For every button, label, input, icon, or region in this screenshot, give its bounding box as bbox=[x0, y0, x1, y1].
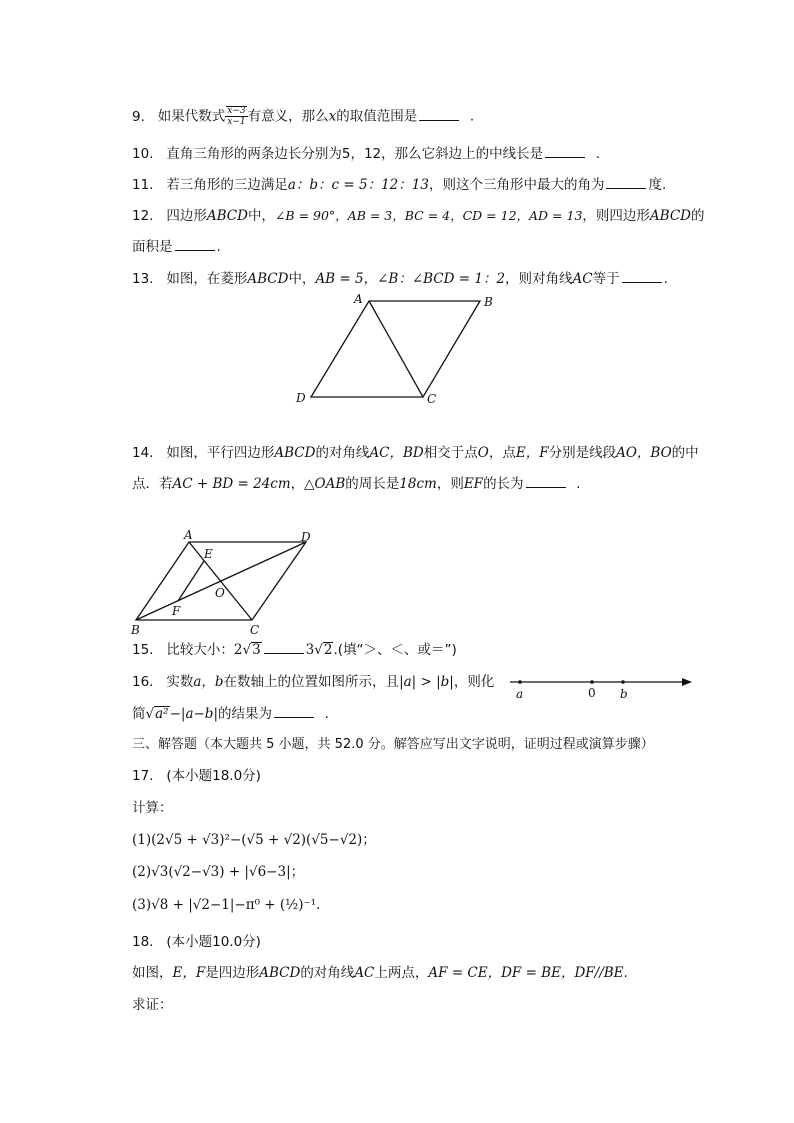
figure-name: ABCD bbox=[247, 271, 289, 287]
coefficient: 3 bbox=[305, 642, 315, 658]
question-text: ，点 bbox=[488, 445, 516, 461]
score-label: (本小题10.0分) bbox=[166, 934, 261, 950]
label-d: D bbox=[296, 391, 306, 405]
question-18-body bbox=[132, 963, 628, 983]
fraction bbox=[225, 106, 247, 127]
condition: AC + BD = 24cm bbox=[172, 476, 291, 492]
question-15: 15. 比较大小：2√3 3√2.(填“＞、＜、或＝”) bbox=[132, 642, 457, 658]
period: . bbox=[663, 271, 668, 287]
question-text: 在数轴上的位置如图所示，且 bbox=[223, 674, 400, 690]
segment-names: AC，BD bbox=[369, 445, 424, 461]
question-text: 的对角线 bbox=[300, 965, 355, 981]
part-3: (3)√8 + |√2−1|−π⁰ + (½)⁻¹. bbox=[132, 897, 321, 913]
question-text: ，则对角线 bbox=[505, 271, 573, 287]
answer-blank[interactable] bbox=[545, 144, 585, 158]
segment-name: EF bbox=[463, 476, 484, 492]
expression: −|a−b| bbox=[169, 706, 218, 722]
label-b: B bbox=[131, 623, 140, 637]
question-text: 如果代数式 bbox=[157, 108, 226, 125]
question-text: 度. bbox=[648, 177, 667, 193]
question-text: 等于 bbox=[592, 271, 620, 287]
part-1: (1)(2√5 + √3)²−(√5 + √2)(√5−√2)； bbox=[132, 832, 376, 848]
score-label: (本小题18.0分) bbox=[166, 768, 261, 784]
question-16-line2: 简√a²−|a−b|的结果为 . bbox=[132, 706, 329, 722]
question-text: 上两点， bbox=[374, 965, 429, 981]
label-a: a bbox=[516, 687, 524, 701]
period: . bbox=[623, 965, 628, 981]
question-number: 10. bbox=[132, 146, 154, 162]
question-text: 有意义，那么 bbox=[247, 108, 329, 125]
question-text: .(填“＞、＜、或＝”) bbox=[333, 642, 457, 658]
prove-label: 求证： bbox=[132, 997, 173, 1013]
question-14 bbox=[132, 443, 699, 463]
segment-name: AC bbox=[354, 965, 375, 981]
label-b: b bbox=[620, 687, 628, 701]
question-number: 9. bbox=[132, 108, 145, 125]
period: . bbox=[576, 476, 581, 492]
answer-blank[interactable] bbox=[606, 175, 646, 189]
question-text: 的取值范围是 bbox=[336, 108, 418, 125]
answer-blank[interactable] bbox=[419, 107, 459, 121]
question-text: 如图， bbox=[132, 965, 173, 981]
question-number: 16. bbox=[132, 674, 154, 690]
question-number: 17. bbox=[132, 768, 154, 784]
segment-names: AO，BO bbox=[616, 445, 672, 461]
question-text: 的长为 bbox=[483, 476, 524, 492]
radicand: a² bbox=[155, 706, 169, 722]
figure-name: ABCD bbox=[259, 965, 301, 981]
segment-name: AC bbox=[572, 271, 593, 287]
question-text: ， bbox=[290, 476, 305, 492]
question-12-line2 bbox=[132, 237, 221, 257]
conditions: AF = CE，DF = BE，DF//BE bbox=[428, 965, 624, 981]
point-b bbox=[621, 680, 625, 684]
label-a: A bbox=[184, 528, 193, 542]
parallelogram-figure bbox=[124, 526, 324, 638]
conditions: ∠B = 90°，AB = 3，BC = 4，CD = 12，AD = 13 bbox=[274, 208, 583, 223]
label-zero: 0 bbox=[588, 686, 596, 700]
condition: |a| > |b| bbox=[399, 674, 454, 690]
label-c: C bbox=[427, 392, 437, 406]
diagonal-bd bbox=[136, 542, 306, 620]
instruction: 计算： bbox=[132, 800, 173, 816]
question-16 bbox=[132, 672, 494, 692]
point-name: O bbox=[477, 445, 489, 461]
point-names: E，F bbox=[172, 965, 206, 981]
question-number: 14. bbox=[132, 445, 154, 461]
answer-blank[interactable] bbox=[175, 237, 215, 251]
question-text: 中， bbox=[288, 271, 316, 287]
question-text: ，则四边形 bbox=[582, 208, 650, 224]
question-text: 相交于点 bbox=[423, 445, 478, 461]
point-a bbox=[518, 680, 522, 684]
answer-blank[interactable] bbox=[526, 474, 566, 488]
point-names: E，F bbox=[515, 445, 549, 461]
radicand: x−3 bbox=[227, 106, 246, 116]
question-text: 比较大小： bbox=[166, 642, 234, 658]
condition: △OAB bbox=[304, 476, 346, 492]
question-text: 简 bbox=[132, 706, 146, 722]
question-text: 的周长是 bbox=[345, 476, 400, 492]
question-text: 的结果为 bbox=[218, 706, 272, 722]
label-c: C bbox=[250, 623, 260, 637]
answer-blank[interactable] bbox=[622, 269, 662, 283]
figure-name: ABCD bbox=[649, 208, 691, 224]
question-text: 若三角形的三边满足 bbox=[166, 177, 288, 193]
radicand: 3 bbox=[252, 642, 261, 658]
label-a: A bbox=[354, 292, 363, 306]
question-text: 如图，平行四边形 bbox=[166, 445, 275, 461]
question-number: 18. bbox=[132, 934, 154, 950]
question-9 bbox=[132, 106, 474, 127]
question-11 bbox=[132, 175, 666, 195]
question-text: 四边形 bbox=[166, 208, 207, 224]
question-text: 的对角线 bbox=[315, 445, 370, 461]
question-text: 面积是 bbox=[132, 239, 173, 255]
coefficient: 2 bbox=[233, 642, 243, 658]
label-f: F bbox=[172, 604, 181, 618]
question-text: 如图，在菱形 bbox=[166, 271, 248, 287]
label-o: O bbox=[215, 586, 225, 600]
figure-name: ABCD bbox=[206, 208, 248, 224]
period: . bbox=[595, 146, 601, 162]
figure-name: ABCD bbox=[274, 445, 316, 461]
radicand: 2 bbox=[323, 642, 333, 658]
question-number: 11. bbox=[132, 177, 154, 193]
period: . bbox=[469, 108, 475, 125]
part-2: (2)√3(√2−√3) + |√6−3|； bbox=[132, 864, 305, 880]
diagonal-ac bbox=[369, 301, 423, 397]
question-text: 分别是线段 bbox=[548, 445, 617, 461]
answer-blank[interactable] bbox=[274, 704, 314, 718]
question-18 bbox=[132, 932, 261, 952]
section-heading: 三、解答题（本大题共 5 小题，共 52.0 分。解答应写出文字说明，证明过程或演算步骤） bbox=[132, 737, 654, 752]
ratio: a：b：c = 5：12：13 bbox=[287, 177, 429, 193]
point-zero bbox=[590, 680, 594, 684]
period: . bbox=[324, 706, 329, 722]
variable: x bbox=[328, 108, 337, 125]
question-text: 是四边形 bbox=[205, 965, 260, 981]
label-b: B bbox=[484, 295, 493, 309]
condition: 18cm bbox=[399, 476, 437, 492]
question-text: 点．若 bbox=[132, 476, 173, 492]
question-number: 13. bbox=[132, 271, 154, 287]
question-text: 直角三角形的两条边长分别为5，12，那么它斜边上的中线长是 bbox=[166, 146, 544, 162]
label-e: E bbox=[204, 547, 213, 561]
question-text: ，则这个三角形中最大的角为 bbox=[428, 177, 605, 193]
question-10 bbox=[132, 144, 600, 164]
question-17 bbox=[132, 766, 261, 786]
question-text: ，则化 bbox=[453, 674, 495, 690]
question-text: ，则 bbox=[436, 476, 464, 492]
conditions: AB = 5，∠B：∠BCD = 1：2 bbox=[315, 271, 506, 287]
period: . bbox=[216, 239, 221, 255]
question-13 bbox=[132, 269, 668, 289]
question-text: 的中 bbox=[671, 445, 699, 461]
answer-blank[interactable] bbox=[264, 640, 304, 654]
question-number: 15. bbox=[132, 642, 154, 658]
question-text: 实数 bbox=[166, 674, 194, 690]
question-12 bbox=[132, 206, 704, 226]
rhombus-figure bbox=[290, 290, 510, 410]
denominator: x−1 bbox=[227, 117, 246, 127]
question-14-line2 bbox=[132, 474, 580, 494]
question-number: 12. bbox=[132, 208, 154, 224]
variables: a，b bbox=[193, 674, 224, 690]
question-text: 的 bbox=[690, 208, 705, 224]
question-text: 中， bbox=[247, 208, 275, 224]
axis-arrow-icon bbox=[682, 678, 692, 686]
number-line-figure bbox=[506, 672, 696, 702]
label-d: D bbox=[301, 530, 311, 544]
